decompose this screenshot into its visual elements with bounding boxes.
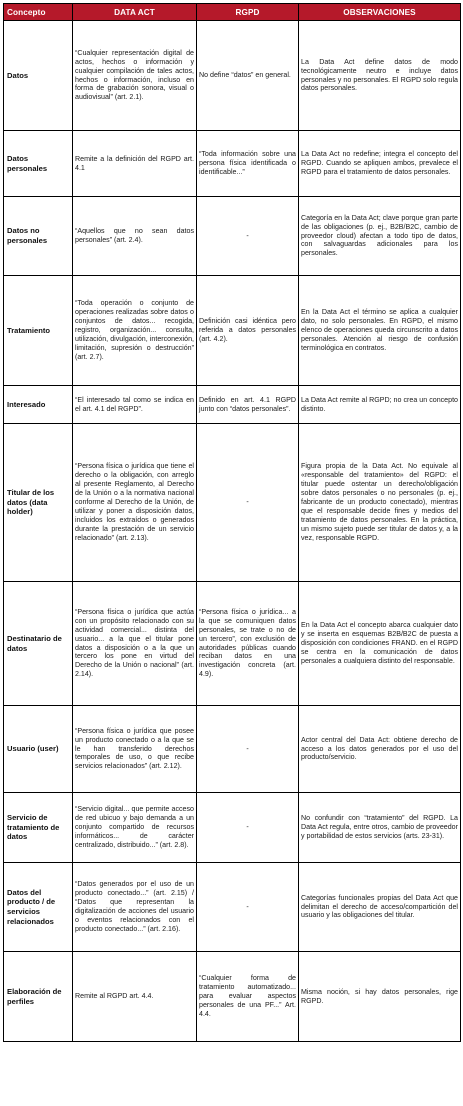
row-observaciones: En la Data Act el término se aplica a cualquier dato, no solo personales. En RGPD, el mismo elenco de operaciones queda circunscrito a datos personales. Atención al riesgo de confusión terminológica en contratos. [299, 276, 461, 386]
row-concept: Datos del producto / de servicios relacionados [4, 863, 73, 952]
row-observaciones: Actor central del Data Act: obtiene derecho de acceso a los datos generados por el uso del producto/servicio. [299, 706, 461, 793]
table-row [4, 582, 461, 706]
row-rgpd: “Persona física o jurídica... a la que se comuniquen datos personales, se trate o no de un tercero”, con exclusión de autoridades públicas cuando reciban datos en una investigación concreta (art. 4.9). [197, 582, 299, 706]
table-row [4, 131, 461, 197]
row-observaciones: Categoría en la Data Act; clave porque gran parte de las obligaciones (p. ej., B2B/B2C, cambio de proveedor cloud) afectan a todo tipo de datos, con salvaguardas adicionales para los personales. [299, 197, 461, 276]
row-concept: Datos personales [4, 131, 73, 197]
row-rgpd: - [197, 706, 299, 793]
row-concept: Datos [4, 21, 73, 131]
table-row [4, 386, 461, 424]
row-data-act: “Cualquier representación digital de actos, hechos o información y cualquier compilación de tales actos, hechos o información, incluso en forma de grabación sonora, visual o audiovisual” (art. 2.1). [73, 21, 197, 131]
row-data-act: Remite al RGPD art. 4.4. [73, 952, 197, 1042]
row-data-act: “El interesado tal como se indica en el art. 4.1 del RGPD”. [73, 386, 197, 424]
row-data-act: “Servicio digital... que permite acceso de red ubicuo y bajo demanda a un conjunto compartido de recursos informáticos... de carácter centralizado, distribuido...” (art. 2.8). [73, 793, 197, 863]
table-row [4, 197, 461, 276]
row-data-act: “Persona física o jurídica que tiene el derecho o la obligación, con arreglo al presente Reglamento, al Derecho de la Unión o a la normativa nacional conforme al Derecho de la Unión, de utilizar y poner a disposición datos, incluidos los extraídos o generados durante la prestación de un servicio relacionado” (art. 2.13). [73, 424, 197, 582]
header-concepto: Concepto [4, 4, 73, 21]
table-row [4, 276, 461, 386]
table-row [4, 706, 461, 793]
row-concept: Elaboración de perfiles [4, 952, 73, 1042]
table-row [4, 21, 461, 131]
header-data-act: DATA ACT [73, 4, 197, 21]
row-rgpd: “Toda información sobre una persona física identificada o identificable...” [197, 131, 299, 197]
row-concept: Interesado [4, 386, 73, 424]
row-concept: Datos no personales [4, 197, 73, 276]
row-observaciones: La Data Act remite al RGPD; no crea un concepto distinto. [299, 386, 461, 424]
row-data-act: “Toda operación o conjunto de operaciones realizadas sobre datos o conjuntos de datos... recogida, registro, organización... consulta, utilización, divulgación, interconexión, limitación, supresión o destrucción” (art. 2.7). [73, 276, 197, 386]
row-concept: Tratamiento [4, 276, 73, 386]
row-observaciones: Misma noción, si hay datos personales, rige RGPD. [299, 952, 461, 1042]
row-data-act: “Datos generados por el uso de un producto conectado...” (art. 2.15) / “Datos que representan la digitalización de acciones del usuario o eventos relacionados con el producto conectado...” (art. 2.16). [73, 863, 197, 952]
table-row [4, 793, 461, 863]
row-concept: Destinatario de datos [4, 582, 73, 706]
row-observaciones: En la Data Act el concepto abarca cualquier dato y se inserta en esquemas B2B/B2C de puesta a disposición con condiciones FRAND. en el RGPD se centra en la comunicación de datos personales a cualquiera distinto del responsable. [299, 582, 461, 706]
row-concept: Titular de los datos (data holder) [4, 424, 73, 582]
row-data-act: Remite a la definición del RGPD art. 4.1 [73, 131, 197, 197]
row-observaciones: Categorías funcionales propias del Data Act que delimitan el derecho de acceso/compartición del usuario y las obligaciones del titular. [299, 863, 461, 952]
row-data-act: “Persona física o jurídica que actúa con un propósito relacionado con su actividad comercial... distinta del usuario... a la que el titular pone datos a disposición o a la que un tercero los pone en virtud del Derecho de la Unión o nacional” (art. 2.14). [73, 582, 197, 706]
row-concept: Servicio de tratamiento de datos [4, 793, 73, 863]
row-observaciones: No confundir con “tratamiento” del RGPD. La Data Act regula, entre otros, cambio de proveedor y portabilidad de estos servicios (arts. 23-31). [299, 793, 461, 863]
row-rgpd: No define “datos” en general. [197, 21, 299, 131]
row-rgpd: - [197, 793, 299, 863]
table-row [4, 952, 461, 1042]
comparison-table-container [3, 3, 460, 1042]
header-observaciones: OBSERVACIONES [299, 4, 461, 21]
table-header-row [4, 4, 461, 21]
row-rgpd: Definido en art. 4.1 RGPD junto con “datos personales”. [197, 386, 299, 424]
row-rgpd: - [197, 863, 299, 952]
row-observaciones: La Data Act define datos de modo tecnológicamente neutro e incluye datos personales y no personales. El RGPD solo regula datos personales. [299, 21, 461, 131]
table-row [4, 863, 461, 952]
row-data-act: “Aquellos que no sean datos personales” (art. 2.4). [73, 197, 197, 276]
table-row [4, 424, 461, 582]
comparison-table [3, 3, 461, 1042]
row-rgpd: Definición casi idéntica pero referida a datos personales (art. 4.2). [197, 276, 299, 386]
row-rgpd: - [197, 197, 299, 276]
row-observaciones: La Data Act no redefine; integra el concepto del RGPD. Cuando se apliquen ambos, prevalece el RGPD para el tratamiento de datos personales. [299, 131, 461, 197]
row-rgpd: “Cualquier forma de tratamiento automatizado... para evaluar aspectos personales de una PF...” Art. 4.4. [197, 952, 299, 1042]
row-observaciones: Figura propia de la Data Act. No equivale al «responsable del tratamiento» del RGPD: el titular puede ostentar un derecho/obligación sobre datos personales o no personales (p. ej., fabricante de un producto conectado), mientras que el responsable decide fines y medios del tratamiento de datos personales. En la práctica, un mismo sujeto puede ser titular de datos y, a la vez, responsable RGPD. [299, 424, 461, 582]
row-rgpd: - [197, 424, 299, 582]
row-concept: Usuario (user) [4, 706, 73, 793]
row-data-act: “Persona física o jurídica que posee un producto conectado o a la que se le han transferido derechos temporales de uso, o que recibe servicios relacionados” (art. 2.12). [73, 706, 197, 793]
header-rgpd: RGPD [197, 4, 299, 21]
